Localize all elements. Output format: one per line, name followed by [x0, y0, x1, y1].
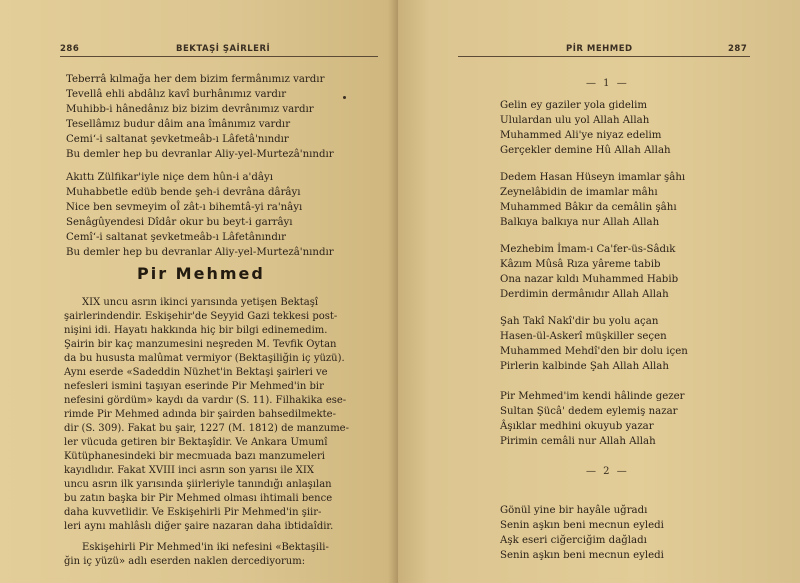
verse-line: Cemi‘-i saltanat şevketmeâb-ı Lâfetâ'nındır [66, 134, 289, 145]
verse-line: Nice ben sevmeyim oÎ zât-ı bihemtâ-yi ra'nâyı [66, 202, 303, 213]
verse-line: Muhammed Mehdî'den bir dolu içen [500, 346, 688, 357]
verse-line: Balkıya balkıya nur Allah Allah [500, 217, 660, 228]
prose-line: Aynı eserde «Sadeddin Nüzhet'in Bektaşi şairleri ve [64, 367, 328, 378]
right-running-head: PİR MEHMED [566, 44, 633, 54]
left-running-head: BEKTAŞİ ŞAİRLERİ [176, 44, 271, 54]
verse-line: Aşk eseri ciğerciğim dağladı [500, 535, 647, 546]
prose-line: nefesini gördüm» kaydı da vardır (S. 11). Filhakika ese- [64, 395, 347, 406]
verse-line: Muhibb-i hânedânız biz bizim devrânımız vardır [66, 104, 314, 115]
verse-line: Tesellâmız budur dâim ana îmânımız vardır [66, 119, 291, 130]
verse-line: Hasen-ül-Askerî müşkiller seçen [500, 331, 667, 342]
verse-line: Ona nazar kıldı Muhammed Habib [500, 274, 679, 285]
prose-line: daha kuvvetlidir. Ve Eskişehirli Pir Mehmed'in şiir- [64, 507, 322, 518]
verse-line: Senin aşkın beni mecnun eyledi [500, 520, 664, 531]
prose-line: nefesleri ismini taşıyan eserinde Pir Mehmed'in bir [64, 381, 324, 392]
verse-line: Bu demler hep bu devranlar Aliy-yel-Murtezâ'nındır [66, 149, 334, 160]
prose-line: rimde Pir Mehmed adında bir şairden bahsedilmekte- [64, 409, 336, 420]
verse-line: Mezhebim İmam-ı Ca'fer-üs-Sâdık [500, 244, 676, 255]
poem-1-heading: — 1 — [586, 78, 629, 89]
prose-line: bu zatın başka bir Pir Mehmed olması ihtimali bence [64, 493, 333, 504]
prose-line: ğin iç yüzü» adlı eserden naklen dercediyorum: [64, 556, 306, 567]
verse-line: Pirlerin kalbinde Şah Allah Allah [500, 361, 669, 372]
right-header-rule [458, 56, 750, 57]
prose-line: kayıdlıdır. Fakat XVIII inci asrın son yarısı ile XIX [64, 465, 314, 476]
right-page-number: 287 [728, 44, 748, 54]
verse-line: Dedem Hasan Hüseyn imamlar şâhı [500, 172, 686, 183]
verse-line: Akıttı Zülfikar'iyle niçe dem hûn-i a'dâyı [66, 172, 273, 183]
verse-line: Gerçekler demine Hû Allah Allah [500, 145, 671, 156]
prose-line: Şairin bir kaç manzumesini neşreden M. Tevfik Oytan [64, 339, 337, 350]
prose-line: Eskişehirli Pir Mehmed'in iki nefesini «Bektaşili- [82, 542, 329, 553]
verse-line: Muhabbetle edüb bende şeh-i devrâna dârâyı [66, 187, 301, 198]
left-page [0, 0, 399, 583]
verse-line: Pirimin cemâli nur Allah Allah [500, 436, 656, 447]
verse-line: Senâgûyendesi Dîdâr okur bu beyt-i garrâyı [66, 217, 293, 228]
verse-line: Muhammed Bâkır da cemâlin şâhı [500, 202, 677, 213]
verse-line: Cemî‘-i saltanat şevketmeâb-ı Lâfetânındır [66, 232, 286, 243]
prose-line: nişini idi. Hayatı hakkında hiç bir bilgi edinemedim. [64, 325, 328, 336]
prose-line: ler vücuda getiren bir Bektaşîdir. Ve Ankara Umumî [64, 437, 328, 448]
poem-2-heading: — 2 — [586, 466, 629, 477]
verse-line: Senin aşkın beni mecnun eyledi [500, 550, 664, 561]
verse-line: Zeynelâbidin de imamlar mâhı [500, 187, 658, 198]
right-page [398, 0, 800, 583]
prose-line: leri aynı mahlâslı diğer şaire nazaran daha ibtidaîdir. [64, 521, 334, 532]
verse-line: Kâzım Mûsâ Rıza yâreme tabib [500, 259, 661, 270]
verse-line: Şah Takî Nakî'dir bu yolu açan [500, 316, 659, 327]
verse-line: Tevellâ ehli abdâlız kavî burhânımız vardır [66, 89, 287, 100]
left-header-rule [60, 56, 378, 57]
prose-line: XIX uncu asrın ikinci yarısında yetişen Bektaşî [82, 297, 319, 308]
prose-line: şairlerindendir. Eskişehir'de Seyyid Gazi tekkesi post- [64, 311, 338, 322]
prose-line: da bu hususta malûmat vermiyor (Bektaşiliğin iç yüzü). [64, 353, 345, 364]
section-title: Pir Mehmed [137, 264, 265, 283]
prose-line: uncu asrın ilk yarısında şiirleriyle tanındığı anlaşılan [64, 479, 332, 490]
verse-line: Âşıklar medhini okuyub yazar [500, 421, 654, 432]
verse-line: Derdimin dermânıdır Allah Allah [500, 289, 669, 300]
prose-line: dir (S. 309). Fakat bu şair, 1227 (M. 1812) de manzume- [64, 423, 349, 434]
verse-line: Bu demler hep bu devranlar Aliy-yel-Murtezâ'nındır [66, 247, 334, 258]
prose-line: Kütüphanesindeki bir mecmuada bazı manzumeleri [64, 451, 325, 462]
left-page-number: 286 [60, 44, 80, 54]
verse-line: Gelin ey gaziler yola gidelim [500, 100, 648, 111]
verse-line: Gönül yine bir hayâle uğradı [500, 505, 648, 516]
verse-line: Teberrâ kılmağa her dem bizim fermânımız vardır [66, 74, 325, 85]
verse-line: Sultan Şücâ' dedem eylemiş nazar [500, 406, 678, 417]
verse-line: Pir Mehmed'im kendi hâlinde gezer [500, 391, 685, 402]
verse-line: Ululardan ulu yol Allah Allah [500, 115, 650, 126]
verse-line: Muhammed Ali'ye niyaz edelim [500, 130, 662, 141]
ink-speck [343, 96, 346, 99]
